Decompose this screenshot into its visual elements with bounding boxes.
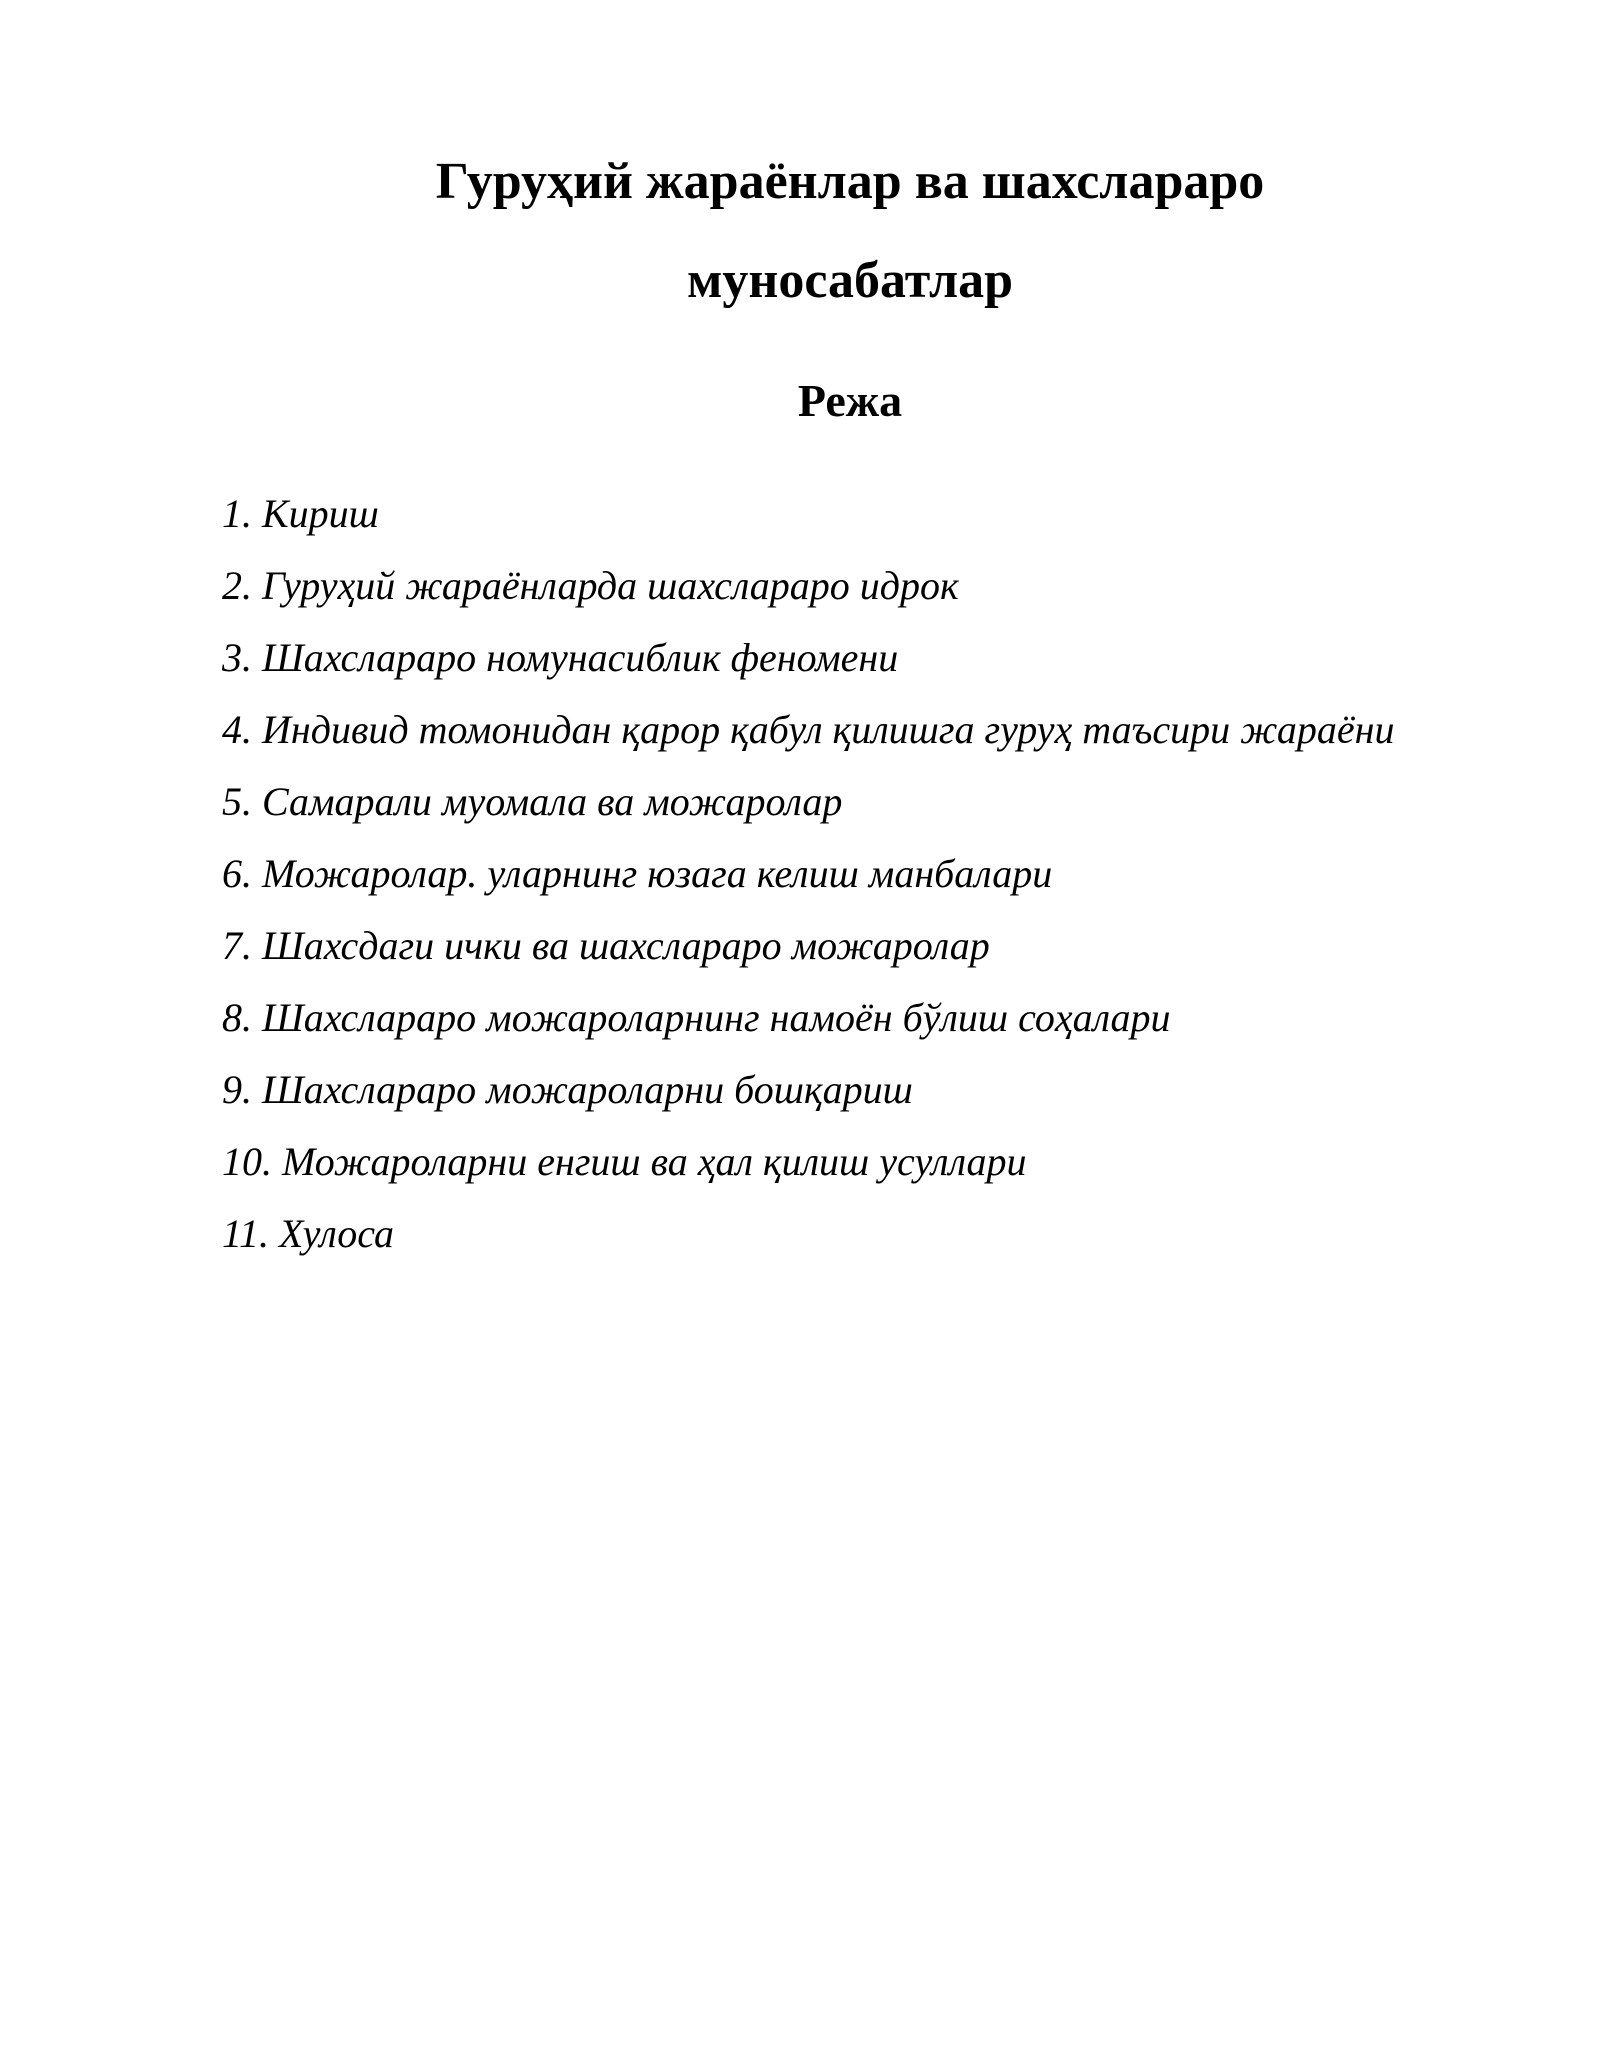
- plan-item-11: 11. Хулоса: [222, 1211, 394, 1256]
- plan-item-10: 10. Можароларни енгиш ва ҳал қилиш усуллари: [222, 1139, 1027, 1184]
- plan-heading: Режа: [797, 375, 903, 426]
- plan-item-6: 6. Можаролар. уларнинг юзага келиш манбалари: [222, 851, 1053, 896]
- document-title-line-2: муносабатлар: [686, 252, 1014, 309]
- plan-list: [222, 490, 1394, 1282]
- plan-item-4: 4. Индивид томонидан қарор қабул қилишга гуруҳ таъсири жараёни: [222, 707, 1395, 752]
- plan-item-9: 9. Шахслараро можароларни бошқариш: [222, 1067, 913, 1112]
- document-title-line-1: Гуруҳий жараёнлар ва шахслараро: [435, 153, 1265, 210]
- plan-item-7: 7. Шахсдаги ички ва шахслараро можаролар: [222, 923, 990, 968]
- plan-item-3: 3. Шахслараро номунасиблик феномени: [222, 635, 899, 680]
- plan-item-1: 1. Кириш: [222, 491, 379, 536]
- plan-item-8: 8. Шахслараро можароларнинг намоён бўлиш соҳалари: [222, 995, 1171, 1040]
- plan-item-2: 2. Гуруҳий жараёнларда шахслараро идрок: [222, 563, 959, 608]
- plan-item-5: 5. Самарали муомала ва можаролар: [222, 779, 843, 824]
